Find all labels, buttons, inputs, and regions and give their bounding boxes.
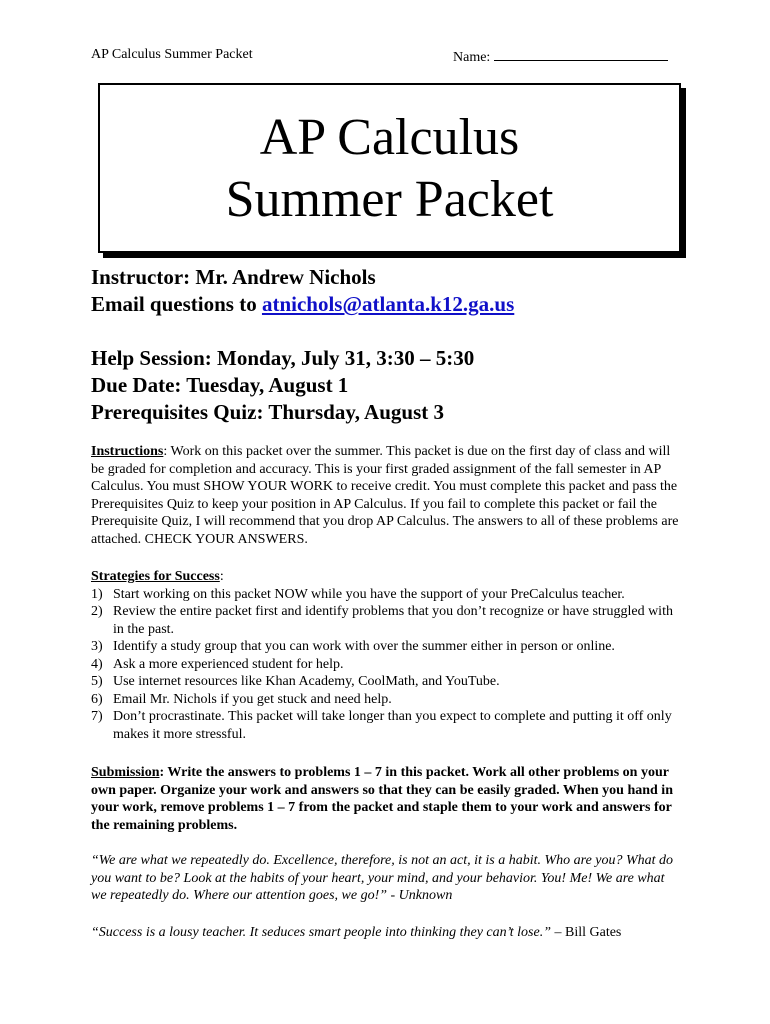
list-number: 5)	[91, 674, 103, 689]
title-line-2: Summer Packet	[225, 171, 554, 228]
due-date: Due Date: Tuesday, August 1	[91, 373, 349, 397]
quote2-author: – Bill Gates	[550, 925, 622, 940]
instructions-label: Instructions	[91, 444, 164, 459]
name-blank-line	[494, 47, 668, 61]
list-text: Identify a study group that you can work with over the summer either in person or online.	[113, 639, 615, 654]
strategies-colon: :	[219, 569, 224, 584]
list-text: Don’t procrastinate. This packet will take longer than you expect to complete and putting it off only makes it more stressful.	[113, 709, 672, 742]
list-number: 2)	[91, 604, 103, 619]
title-line-1: AP Calculus	[259, 109, 520, 166]
list-text: Email Mr. Nichols if you get stuck and need help.	[113, 691, 392, 707]
list-number: 4)	[91, 656, 103, 672]
help-session: Help Session: Monday, July 31, 3:30 – 5:30	[91, 346, 475, 370]
title-box	[98, 83, 681, 253]
instructions-text: : Work on this packet over the summer. This packet is due on the first day of class and will be graded for completion and accuracy. This is your first graded assignment of the fall semester in AP Calculus. You must SHOW YOUR WORK to receive credit. You must complete this packet and pass the Prerequisites Quiz to keep your position in AP Calculus. If you fail to complete this packet or fail the Prerequisite Quiz, I will recommend that you drop AP Calculus. The answers to all of these problems are attached. CHECK YOUR ANSWERS.	[91, 444, 679, 547]
submission-section	[91, 764, 681, 834]
quote-bill-gates	[91, 924, 681, 942]
strategies-label: Strategies for Success	[91, 569, 220, 584]
list-text: Use internet resources like Khan Academy, CoolMath, and YouTube.	[113, 674, 500, 689]
submission-label: Submission	[91, 765, 160, 780]
list-number: 3)	[91, 639, 103, 654]
quote-unknown: “We are what we repeatedly do. Excellence, therefore, is not an act, it is a habit. Who are you? What do you want to be? Look at the habits of your heart, your mind, and your behavior. You! Me! We are what we repeatedly do. Where our attention goes, we go!” - Unknown	[91, 853, 674, 903]
email-link[interactable]: atnichols@atlanta.k12.ga.us	[261, 292, 515, 316]
list-number: 6)	[91, 691, 103, 707]
header-name-field	[453, 47, 668, 66]
list-item	[91, 656, 681, 674]
quote2-text: “Success is a lousy teacher. It seduces smart people into thinking they can’t lose.”	[91, 925, 551, 940]
list-number: 1)	[91, 586, 103, 602]
quiz-date: Prerequisites Quiz: Thursday, August 3	[91, 400, 444, 424]
list-text: Review the entire packet first and identify problems that you don’t recognize or have struggled with in the past.	[113, 604, 673, 637]
list-item	[91, 673, 681, 691]
header-title: AP Calculus Summer Packet	[91, 47, 253, 62]
list-item	[91, 708, 681, 743]
email-line	[91, 292, 514, 317]
strategies-list	[91, 586, 681, 744]
instructor-line: Instructor: Mr. Andrew Nichols	[91, 265, 376, 289]
submission-text: : Write the answers to problems 1 – 7 in this packet. Work all other problems on your own paper. Organize your work and answers so that they can be easily graded. When you hand in your work, remove problems 1 – 7 from the packet and staple them to your work and answers for the remaining problems.	[91, 765, 673, 833]
list-text: Start working on this packet NOW while you have the support of your PreCalculus teacher.	[113, 586, 625, 602]
instructions-section	[91, 443, 681, 548]
strategies-section	[91, 568, 681, 743]
email-prefix: Email questions to	[91, 292, 262, 316]
list-item	[91, 586, 681, 604]
list-item	[91, 603, 681, 638]
list-item	[91, 638, 681, 656]
list-number: 7)	[91, 709, 103, 724]
list-text: Ask a more experienced student for help.	[113, 656, 344, 672]
list-item	[91, 691, 681, 709]
name-label: Name:	[453, 50, 491, 65]
